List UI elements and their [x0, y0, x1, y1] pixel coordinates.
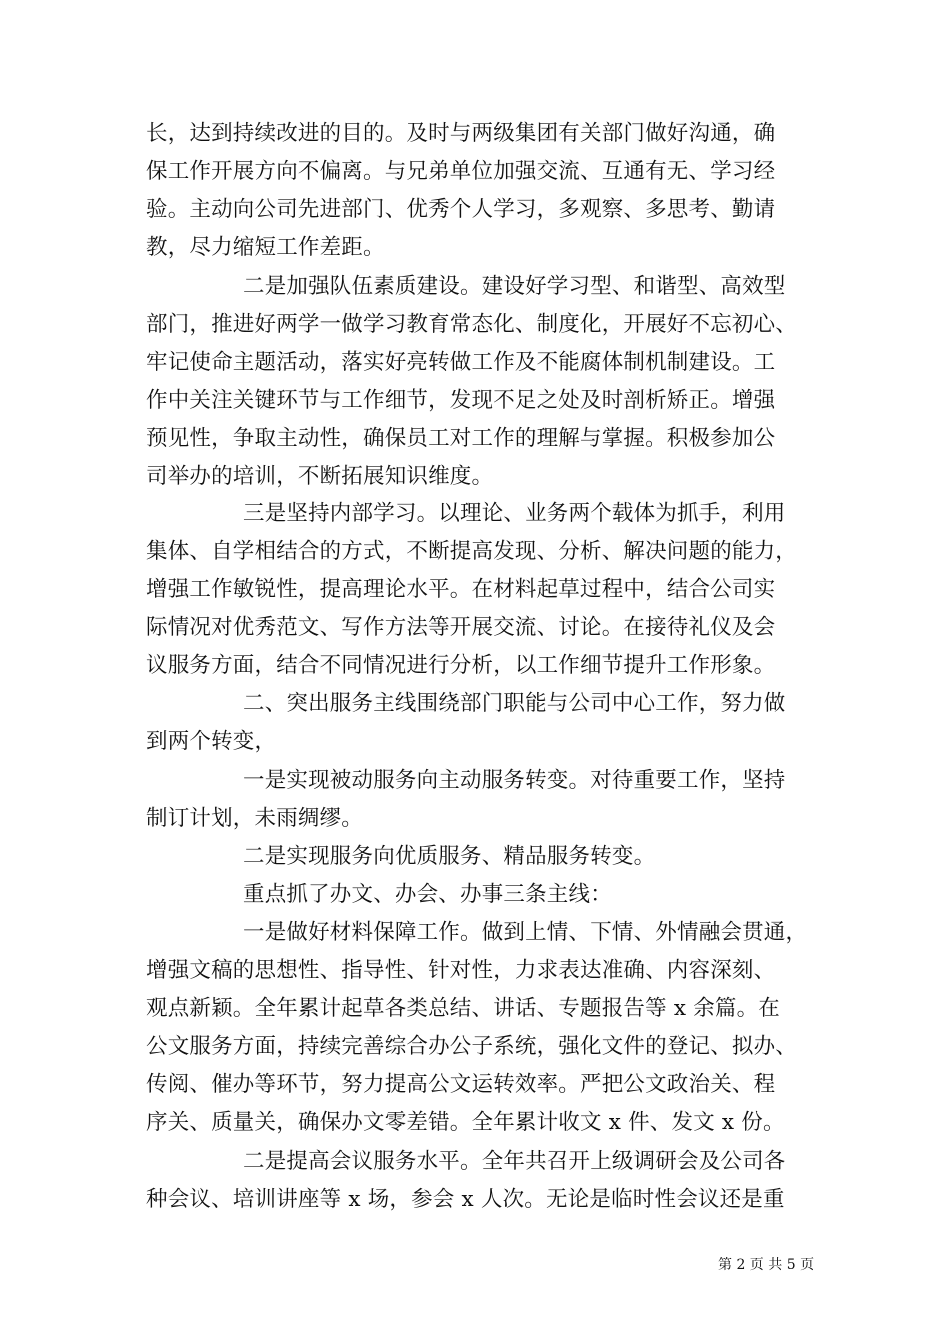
text-line: 预见性，争取主动性，确保员工对工作的理解与掌握。积极参加公 [146, 426, 776, 451]
text-line: 增强文稿的思想性、指导性、针对性，力求表达准确、内容深刻、 [146, 958, 776, 983]
text-line: 序关、质量关，确保办文零差错。全年累计收文 x 件、发文 x 份。 [146, 1110, 785, 1135]
text-line: 作中关注关键环节与工作细节，发现不足之处及时剖析矫正。增强 [146, 388, 776, 413]
paragraph-first-line: 三是坚持内部学习。以理论、业务两个载体为抓手，利用 [243, 501, 786, 526]
text-line: 牢记使命主题活动，落实好亮转做工作及不能腐体制机制建设。工 [146, 350, 776, 375]
text-line: 增强工作敏锐性，提高理论水平。在材料起草过程中，结合公司实 [146, 577, 776, 602]
text-line: 种会议、培训讲座等 x 场，参会 x 人次。无论是临时性会议还是重 [146, 1187, 785, 1212]
paragraph-first-line: 二是实现服务向优质服务、精品服务转变。 [243, 844, 656, 869]
paragraph-first-line: 一是实现被动服务向主动服务转变。对待重要工作，坚持 [243, 768, 786, 793]
text-line: 验。主动向公司先进部门、优秀个人学习，多观察、多思考、勤请 [146, 197, 776, 222]
paragraph-first-line: 二、突出服务主线围绕部门职能与公司中心工作，努力做 [243, 691, 786, 716]
text-line: 传阅、催办等环节，努力提高公文运转效率。严把公文政治关、程 [146, 1072, 776, 1097]
paragraph-first-line: 重点抓了办文、办会、办事三条主线： [243, 882, 612, 907]
page-number: 第 2 页 共 5 页 [718, 1257, 815, 1273]
text-line: 观点新颖。全年累计起草各类总结、讲话、专题报告等 x 余篇。在 [146, 996, 780, 1021]
text-line: 制订计划，未雨绸缪。 [146, 806, 364, 831]
text-line: 际情况对优秀范文、写作方法等开展交流、讨论。在接待礼仪及会 [146, 615, 776, 640]
text-line: 部门，推进好两学一做学习教育常态化、制度化，开展好不忘初心、 [146, 312, 798, 337]
text-line: 集体、自学相结合的方式，不断提高发现、分析、解决问题的能力， [146, 539, 798, 564]
text-line: 长，达到持续改进的目的。及时与两级集团有关部门做好沟通，确 [146, 121, 776, 146]
text-line: 司举办的培训，不断拓展知识维度。 [146, 464, 494, 489]
paragraph-first-line: 二是提高会议服务水平。全年共召开上级调研会及公司各 [243, 1149, 786, 1174]
text-line: 公文服务方面，持续完善综合办公子系统，强化文件的登记、拟办、 [146, 1034, 798, 1059]
text-line: 教，尽力缩短工作差距。 [146, 235, 385, 260]
text-line: 到两个转变， [146, 729, 277, 754]
paragraph-first-line: 一是做好材料保障工作。做到上情、下情、外情融会贯通， [243, 920, 808, 945]
text-line: 议服务方面，结合不同情况进行分析，以工作细节提升工作形象。 [146, 653, 776, 678]
paragraph-first-line: 二是加强队伍素质建设。建设好学习型、和谐型、高效型 [243, 274, 786, 299]
text-line: 保工作开展方向不偏离。与兄弟单位加强交流、互通有无、学习经 [146, 159, 776, 184]
